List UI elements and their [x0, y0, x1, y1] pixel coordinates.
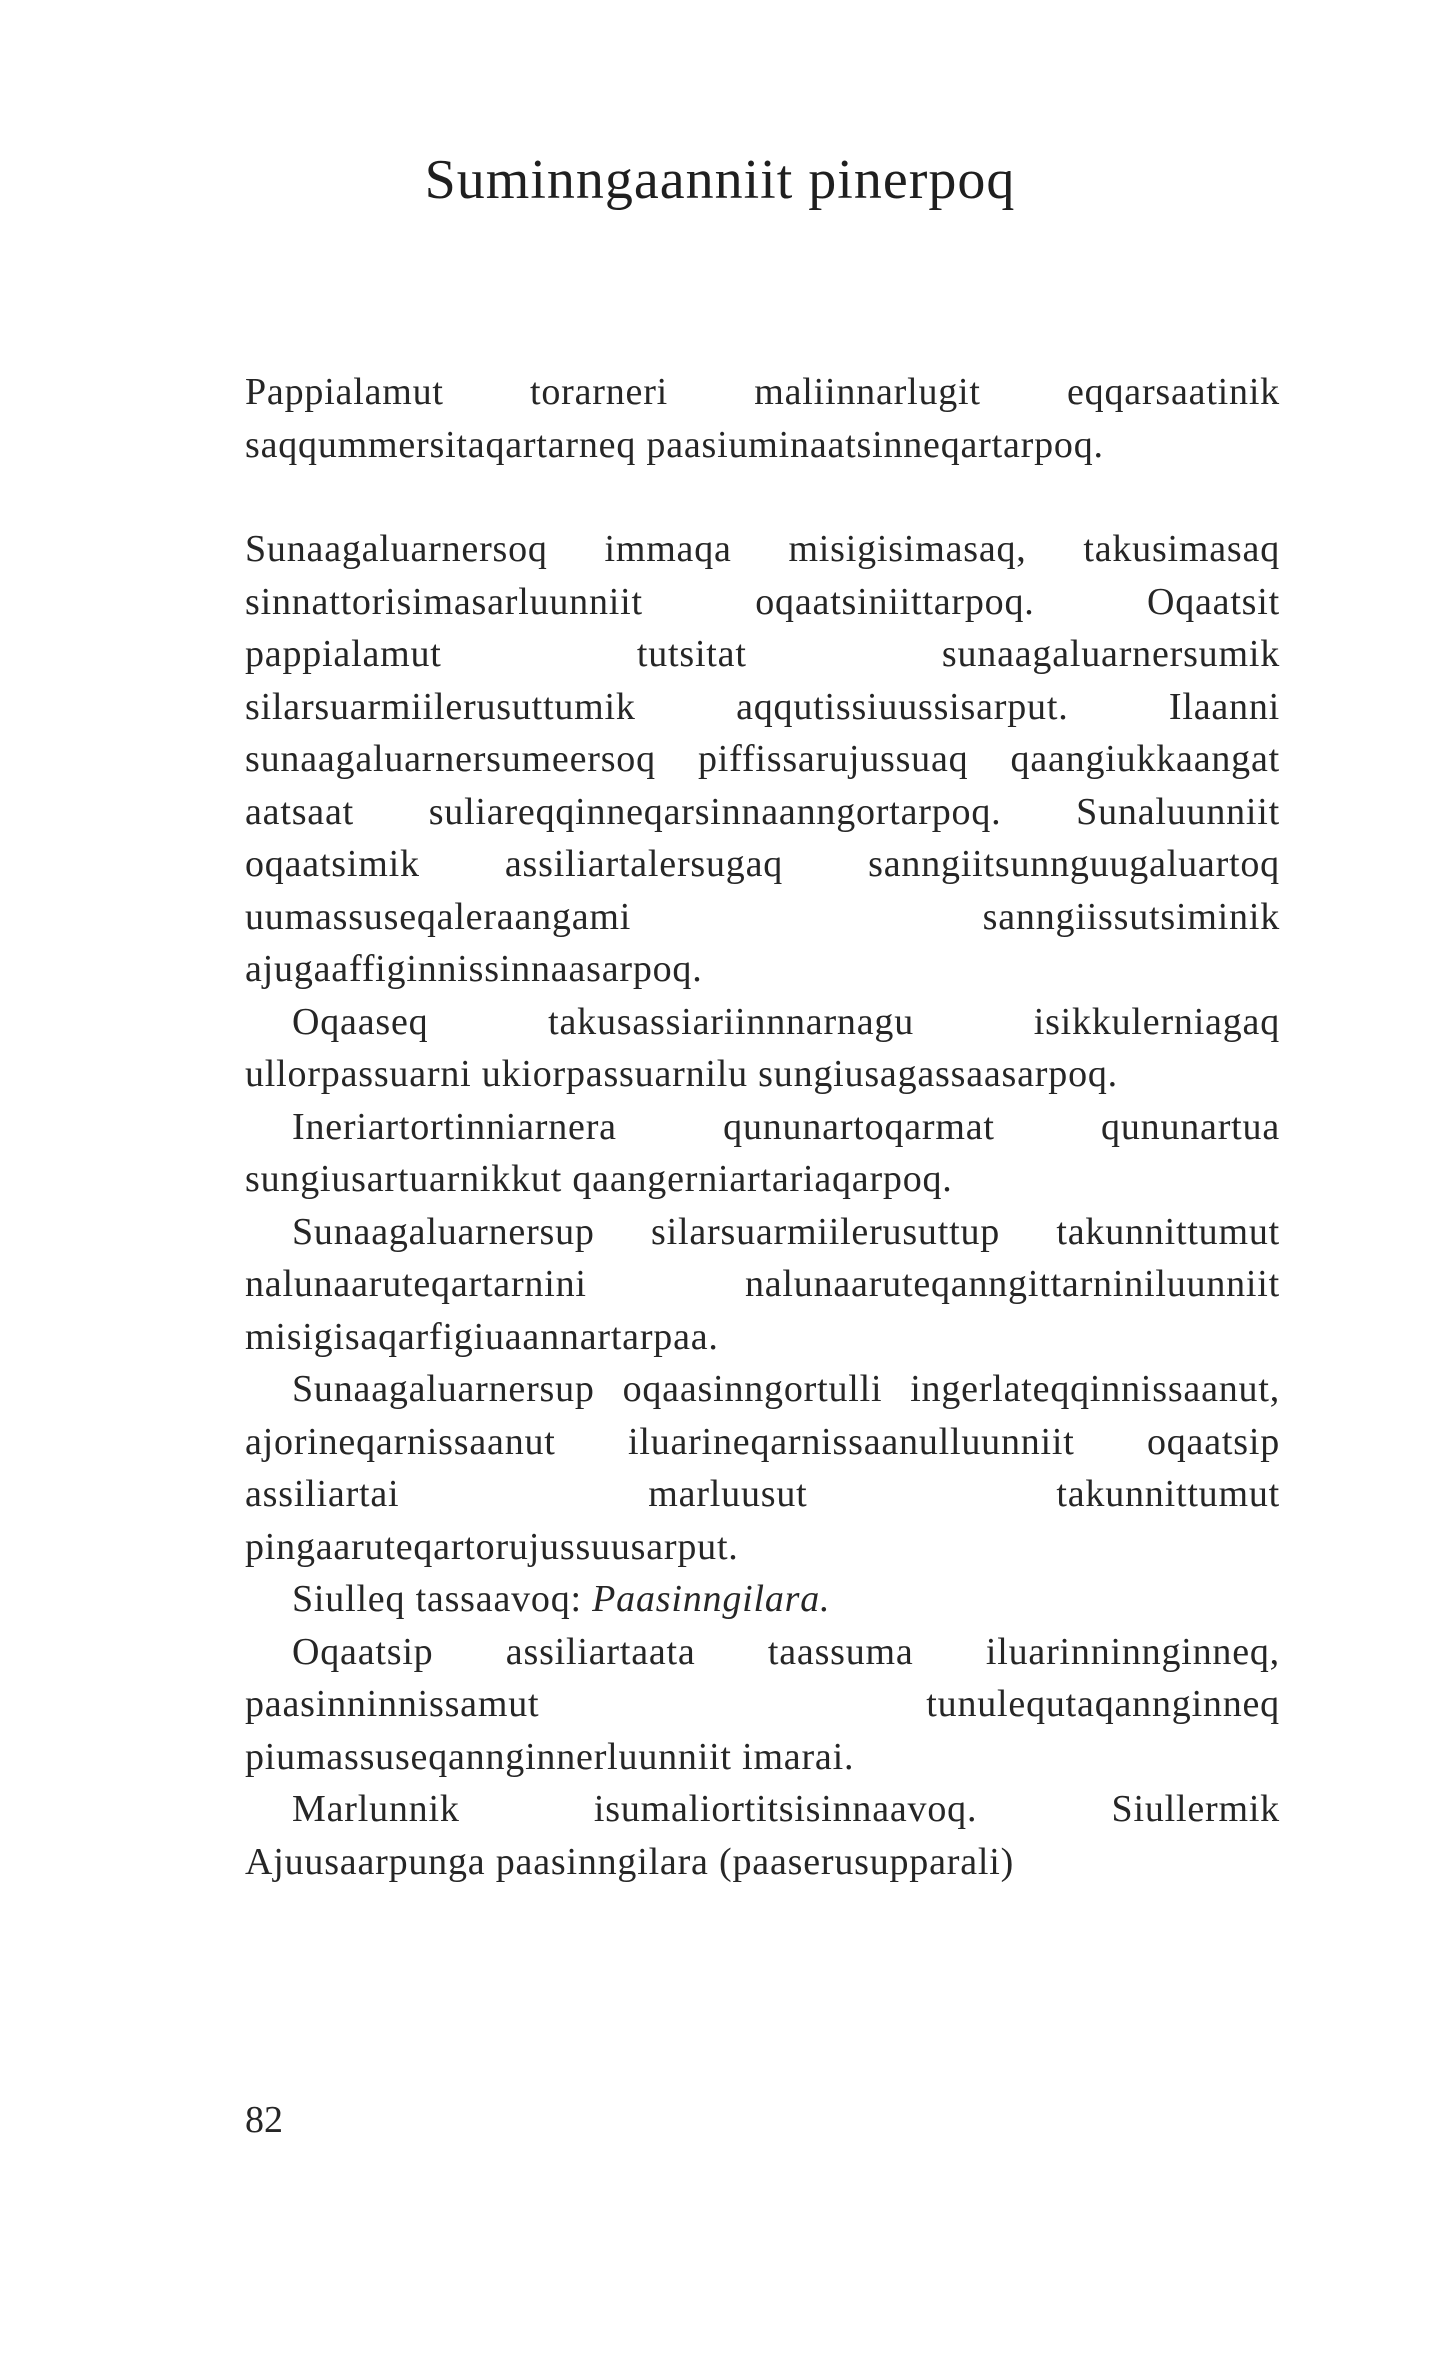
paragraph-4: Ineriartortinniarnera qununartoqarmat qununartua sungiusartuarnikkut qaangerniartariaqarpoq.: [245, 1105, 1280, 1200]
paragraph-6: Sunaagaluarnersup oqaasinngortulli ingerlateqqinnissaanut, ajorineqarnissaanut iluarineqarnissaanulluunniit oqaatsip assiliartai marluusut takunnittumut pingaaruteqartorujussuusarput.: [245, 1368, 1280, 1568]
siulleq-label: Siulleq tassaavoq:: [292, 1578, 593, 1620]
paragraph-3: Oqaaseq takusassiariinnnarnagu isikkulerniagaq ullorpassuarni ukiorpassuarnilu sungiusagassaasarpoq.: [245, 1000, 1280, 1095]
paragraph-8: Marlunnik isumaliortitsisinnaavoq. Siullermik Ajuusaarpunga paasinngilara (paaserusupparali): [245, 1788, 1280, 1883]
paragraph-7: Oqaatsip assiliartaata taassuma iluarinninnginneq, paasinninnissamut tunulequtaqannginneq piumassuseqannginnerluunniit imarai.: [245, 1630, 1280, 1778]
paragraph-siulleq: [245, 1573, 1280, 1626]
paragraph-1: Pappialamut torarneri maliinnarlugit eqqarsaatinik saqqummersitaqartarneq paasiuminaatsinneqartarpoq.: [245, 371, 1280, 466]
body-text: [245, 366, 1280, 1888]
paragraph-gap: [245, 471, 1280, 523]
paragraph-2: Sunaagaluarnersoq immaqa misigisimasaq, takusimasaq sinnattorisimasarluunniit oqaatsiniittarpoq. Oqaatsit pappialamut tutsitat sunaagaluarnersumik silarsuarmiilerusuttumik aqqutissiuussisarput. Ilaanni sunaagaluarnersumeersoq piffissarujussuaq qaangiukkaangat aatsaat suliareqqinneqarsinnaanngortarpoq. Sunaluunniit oqaatsimik assiliartalersugaq sanngiitsunnguugaluartoq uumassuseqaleraangami sanngiissutsiminik ajugaaffiginnissinnaasarpoq.: [245, 528, 1280, 990]
page-number: 82: [245, 2099, 283, 2141]
chapter-title: Suminngaanniit pinerpoq: [424, 149, 1016, 211]
siulleq-emphasis: Paasinngilara.: [592, 1578, 831, 1620]
paragraph-5: Sunaagaluarnersup silarsuarmiilerusuttup takunnittumut nalunaaruteqartarnini nalunaaruteqanngittarniniluunniit misigisaqarfigiuaannartarpaa.: [245, 1210, 1280, 1358]
